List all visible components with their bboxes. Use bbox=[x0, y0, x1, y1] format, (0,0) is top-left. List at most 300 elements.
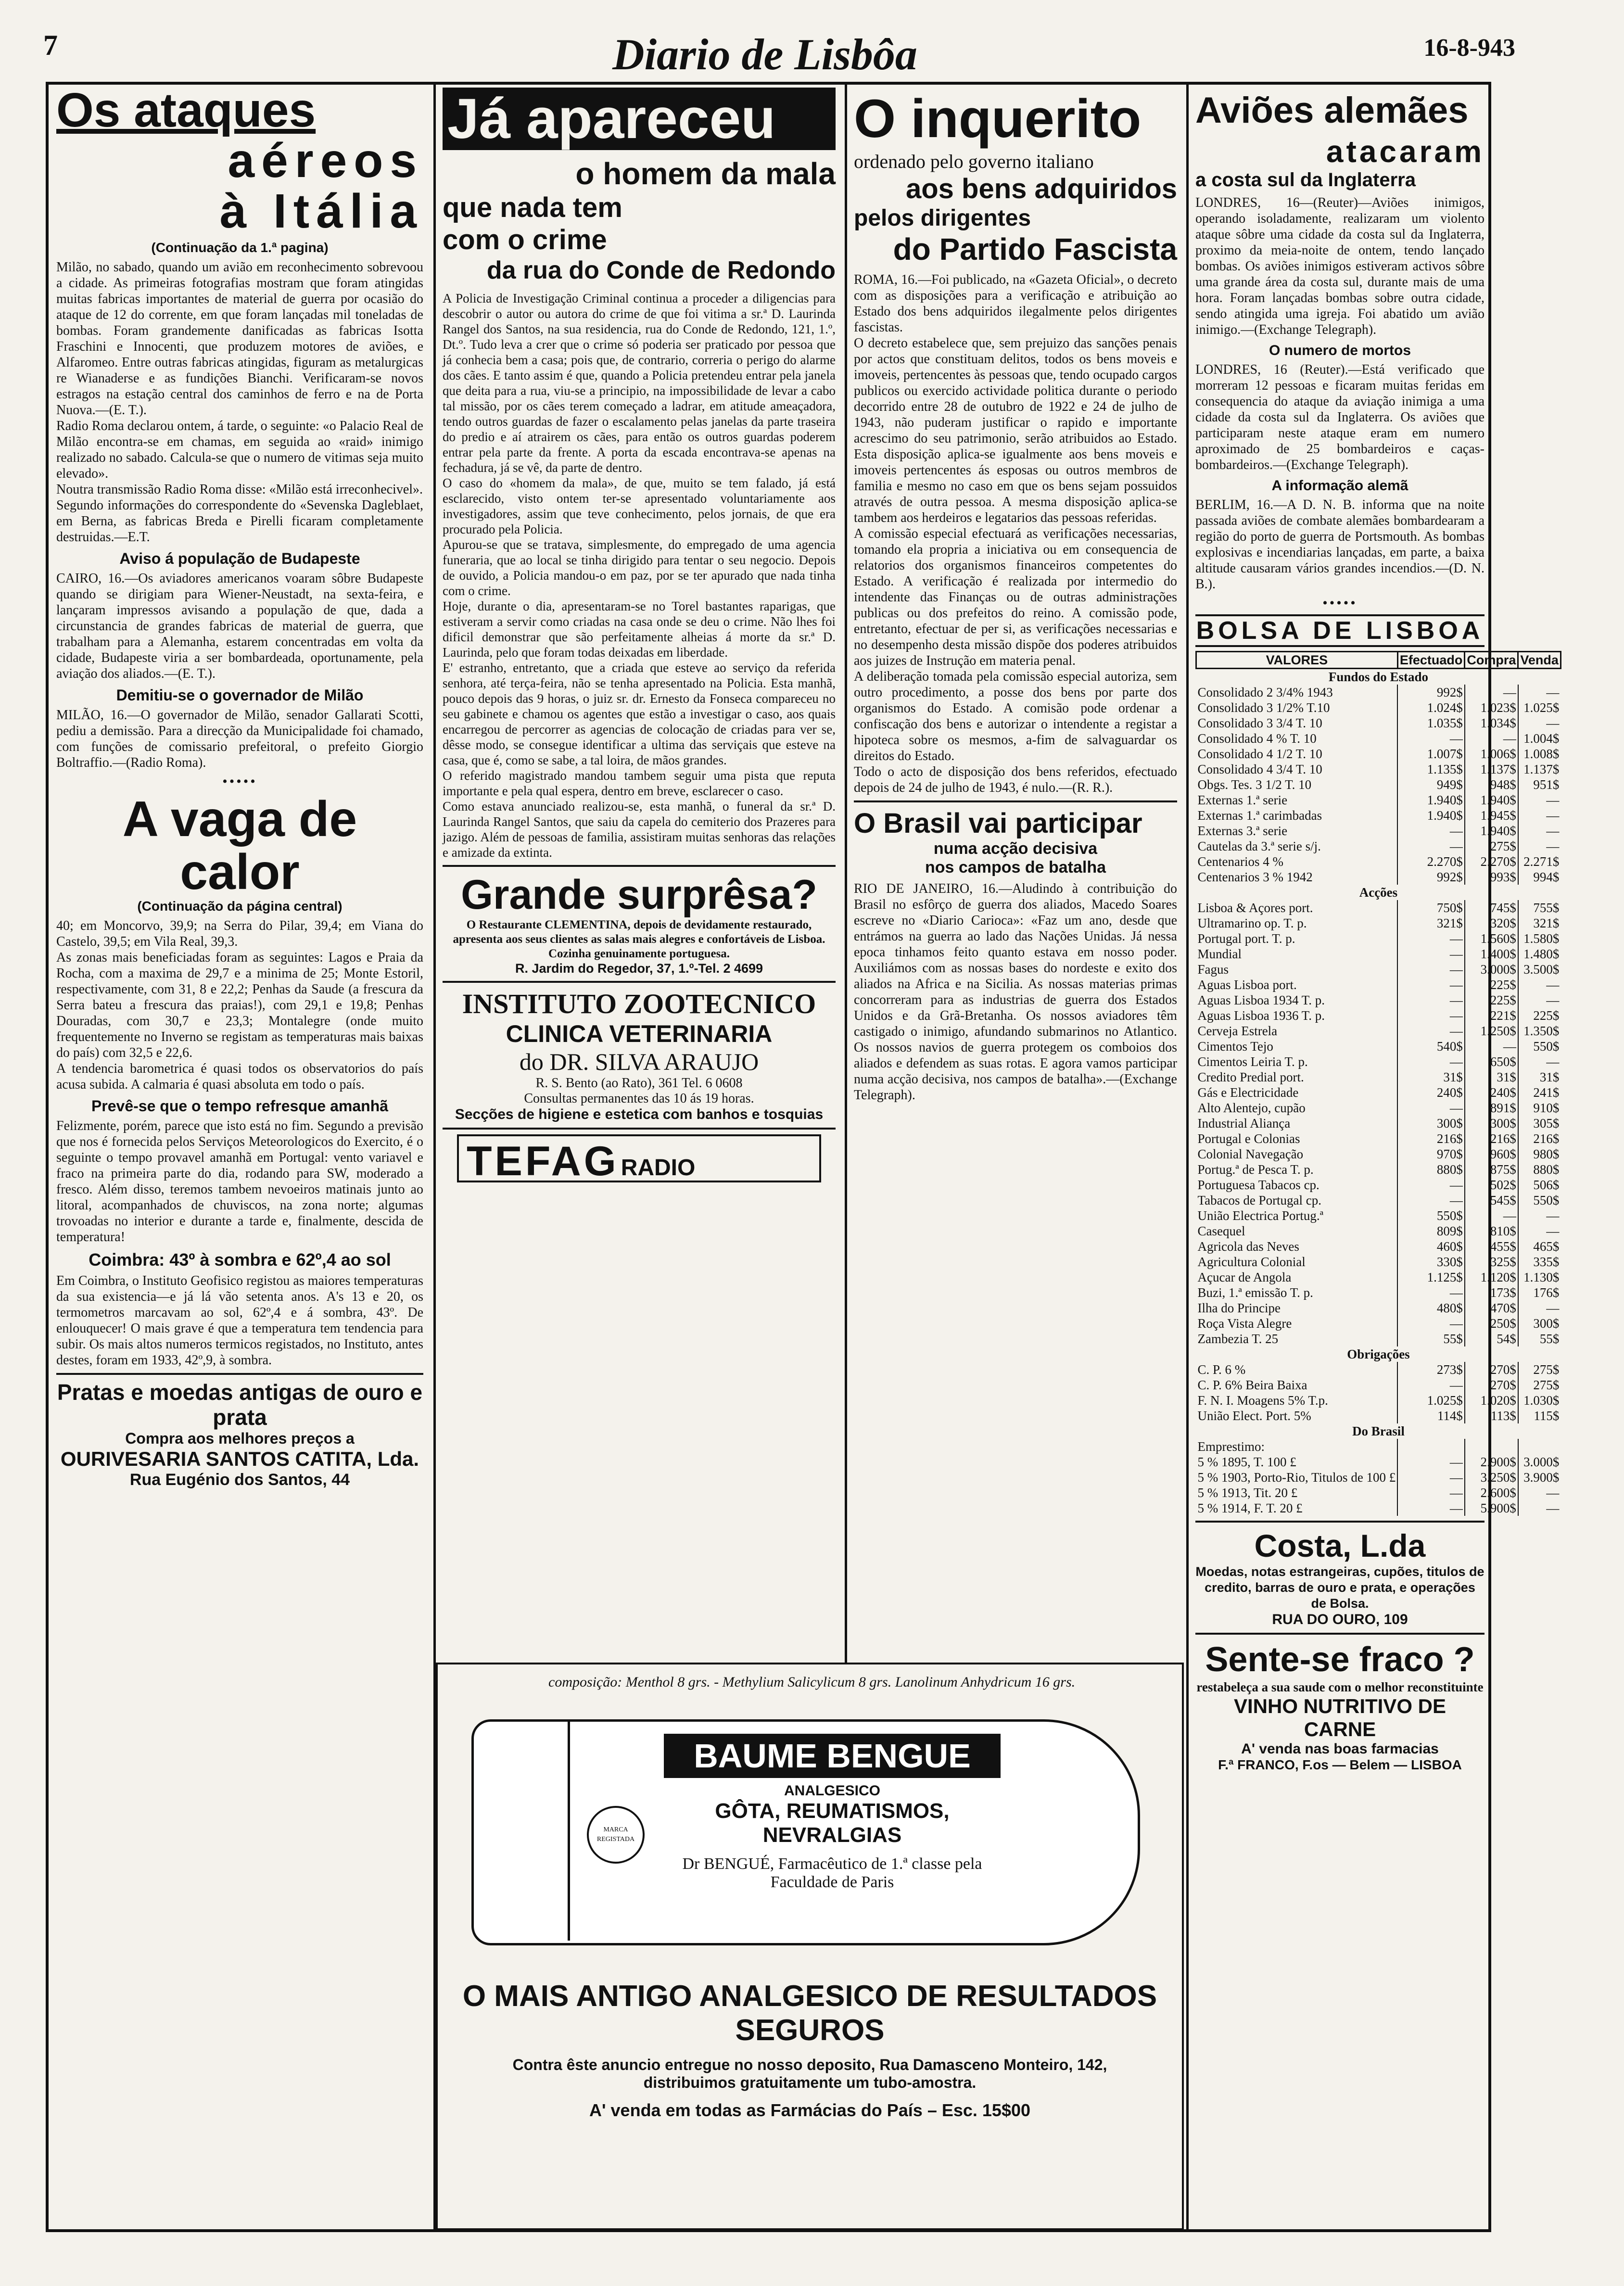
bolsa-price: — bbox=[1397, 946, 1465, 962]
divider bbox=[1195, 1521, 1484, 1523]
bolsa-price: — bbox=[1397, 1316, 1465, 1331]
bolsa-price: 1.940$ bbox=[1397, 792, 1465, 808]
bolsa-security-name: Lisboa & Açores port. bbox=[1197, 901, 1313, 915]
bolsa-price: 3.250$ bbox=[1465, 1470, 1518, 1485]
ad-bengue-tube bbox=[452, 1700, 1167, 1969]
ad-costa-text: Moedas, notas estrangeiras, cupões, titulos de credito, barras de ouro e prata, e operações de Bolsa. bbox=[1195, 1564, 1484, 1611]
bolsa-price: — bbox=[1465, 1208, 1518, 1223]
bolsa-row bbox=[1196, 1377, 1561, 1393]
bolsa-price: 300$ bbox=[1397, 1116, 1465, 1131]
ad-bengue-line2: GÔTA, REUMATISMOS, bbox=[715, 1799, 950, 1823]
bolsa-price: 273$ bbox=[1397, 1362, 1465, 1377]
bolsa-price: 2.900$ bbox=[1465, 1454, 1518, 1470]
bolsa-price: 993$ bbox=[1465, 869, 1518, 885]
article-paragraph: ROMA, 16.—Foi publicado, na «Gazeta Oficial», o decreto com as disposições para a verificação e atribuição ao Estado dos bens adquiridos ilegalmente pelos dirigentes fascistas. bbox=[854, 272, 1177, 335]
column-avioes bbox=[1186, 85, 1560, 2229]
bolsa-row bbox=[1196, 808, 1561, 823]
bolsa-row bbox=[1196, 1039, 1561, 1054]
bolsa-group-label: Do Brasil bbox=[1352, 1424, 1405, 1438]
bolsa-price: 1.400$ bbox=[1465, 946, 1518, 962]
bolsa-price: 250$ bbox=[1465, 1316, 1518, 1331]
bolsa-security-name: Cautelas da 3.ª serie s/j. bbox=[1197, 839, 1321, 853]
bolsa-row bbox=[1196, 869, 1561, 885]
ad-bengue-headline: O MAIS ANTIGO ANALGESICO DE RESULTADOS SEGUROS bbox=[462, 1980, 1157, 2047]
bolsa-price: 1.020$ bbox=[1465, 1393, 1518, 1408]
bolsa-group-label: Fundos do Estado bbox=[1328, 670, 1428, 684]
divider bbox=[854, 800, 1177, 802]
ad-zootecnico-hours: Consultas permanentes das 10 ás 19 horas. bbox=[524, 1091, 754, 1106]
registered-mark-icon bbox=[587, 1806, 645, 1864]
bolsa-row bbox=[1196, 823, 1561, 838]
bolsa-security-name: Mundial bbox=[1197, 947, 1242, 961]
bolsa-price: — bbox=[1397, 838, 1465, 854]
tube-cap-icon bbox=[471, 1719, 570, 1941]
bolsa-price: 321$ bbox=[1397, 915, 1465, 931]
bolsa-price: 502$ bbox=[1465, 1177, 1518, 1193]
bolsa-price: 470$ bbox=[1465, 1300, 1518, 1316]
ad-fraco-sale: A' venda nas boas farmacias bbox=[1241, 1741, 1439, 1757]
bolsa-security-name: Casequel bbox=[1197, 1224, 1245, 1238]
bolsa-price: 960$ bbox=[1465, 1146, 1518, 1162]
bolsa-price: — bbox=[1397, 1485, 1465, 1500]
bolsa-row bbox=[1196, 1393, 1561, 1408]
bolsa-security-name: Agricola das Neves bbox=[1197, 1239, 1299, 1254]
bolsa-price: — bbox=[1397, 962, 1465, 977]
bolsa-price: 330$ bbox=[1397, 1254, 1465, 1270]
article-paragraph: O decreto estabelece que, sem prejuizo das sanções penais por actos que constituam delitos, todos os bens moveis e imoveis, pertencentes às pessoas que, tendo ocupado cargos publicos ou exercido actividade politica durante o periodo decorrido entre 28 de outubro de 1922 e 24 de julho de 1943, não puderam justificar o rapido e importante acrescimo do seu patrimonio, serão atribuidos ao Estado. Esta disposição aplica-se igualmente aos bens moveis e imoveis pertencentes ás esposas ou outros membros de familia e mesmo no caso em que os bens sejam possuidos através de outra pessoa. A mesma disposição aplica-se tambem aos herdeiros e legatarios das pessoas referidas. bbox=[854, 336, 1177, 525]
bolsa-price: 325$ bbox=[1465, 1254, 1518, 1270]
bolsa-security-name: Aguas Lisboa 1934 T. p. bbox=[1197, 993, 1325, 1007]
bolsa-header-venda: Venda bbox=[1518, 652, 1561, 669]
bolsa-price: — bbox=[1518, 792, 1561, 808]
bolsa-price: 650$ bbox=[1465, 1054, 1518, 1069]
bolsa-price: 810$ bbox=[1465, 1223, 1518, 1239]
bolsa-price: 173$ bbox=[1465, 1285, 1518, 1300]
divider bbox=[56, 1373, 423, 1375]
bolsa-price: 216$ bbox=[1465, 1131, 1518, 1146]
article-paragraph: Felizmente, porém, parece que isto está no fim. Segundo a previsão que nos é fornecida pelos Serviços Meteorologicos do Exercito, é o seguinte o tempo provavel amanhã em Portugal: vento variavel e fraco na primeira parte do dia, rodando para SW, moderado a fresco. Além disso, teremos tambem nevoeiros matinais junto ao litoral, acompanhados de chuviscos, na zona norte; algumas trovoadas no interior e durante a tarde e, finalmente, descida de temperatura! bbox=[56, 1118, 423, 1245]
bolsa-row bbox=[1196, 992, 1561, 1008]
bolsa-price: 1.024$ bbox=[1397, 700, 1465, 715]
bolsa-row bbox=[1196, 1162, 1561, 1177]
bolsa-price: — bbox=[1397, 992, 1465, 1008]
divider: ••••• bbox=[222, 774, 257, 789]
headline-dirigentes: pelos dirigentes bbox=[854, 205, 1031, 231]
ad-bengue-maker: Dr BENGUÉ, Farmacêutico de 1.ª classe pela Faculdade de Paris bbox=[682, 1855, 982, 1891]
bolsa-row bbox=[1196, 1069, 1561, 1085]
bolsa-security-name: Gás e Electricidade bbox=[1197, 1085, 1299, 1100]
bolsa-price: 1.137$ bbox=[1465, 762, 1518, 777]
bolsa-price: 1.350$ bbox=[1518, 1023, 1561, 1039]
bolsa-price: 550$ bbox=[1518, 1039, 1561, 1054]
bolsa-price: — bbox=[1518, 1300, 1561, 1316]
bolsa-row bbox=[1196, 792, 1561, 808]
bolsa-security-name: C. P. 6 % bbox=[1197, 1362, 1246, 1377]
subheading: Prevê-se que o tempo refresque amanhã bbox=[91, 1097, 389, 1115]
ad-ourivesaria-text: Compra aos melhores preços a bbox=[125, 1430, 355, 1447]
bolsa-price: 880$ bbox=[1518, 1162, 1561, 1177]
bolsa-row bbox=[1196, 1223, 1561, 1239]
bolsa-price: 113$ bbox=[1465, 1408, 1518, 1423]
bolsa-group-label: Obrigações bbox=[1347, 1347, 1410, 1361]
bolsa-price: — bbox=[1518, 1485, 1561, 1500]
bolsa-security-name: Buzi, 1.ª emissão T. p. bbox=[1197, 1285, 1313, 1300]
bolsa-price: 550$ bbox=[1518, 1193, 1561, 1208]
bolsa-group-label: Acções bbox=[1359, 885, 1398, 900]
bolsa-price: 1.137$ bbox=[1518, 762, 1561, 777]
bolsa-security-name: União Electrica Portug.ª bbox=[1197, 1208, 1324, 1223]
bolsa-price: 320$ bbox=[1465, 915, 1518, 931]
bolsa-price: 1.560$ bbox=[1465, 931, 1518, 946]
ad-zootecnico-doctor: do DR. SILVA ARAUJO bbox=[519, 1048, 759, 1075]
bolsa-price: — bbox=[1397, 731, 1465, 746]
bolsa-price: 225$ bbox=[1465, 977, 1518, 992]
subheading: Aviso á população de Budapeste bbox=[119, 550, 360, 567]
ad-bengue-sale: A' venda em todas as Farmácias do País – Esc. 15$00 bbox=[589, 2100, 1031, 2120]
bolsa-security-name: Consolidado 3 3/4 T. 10 bbox=[1197, 716, 1322, 730]
bolsa-price: 1.480$ bbox=[1518, 946, 1561, 962]
continuation-note: (Continuação da página central) bbox=[137, 899, 343, 914]
bolsa-security-name: Portug.ª de Pesca T. p. bbox=[1197, 1162, 1314, 1177]
bolsa-price: 994$ bbox=[1518, 869, 1561, 885]
bolsa-security-name: 5 % 1913, Tit. 20 £ bbox=[1197, 1486, 1298, 1500]
article-paragraph: E' estranho, entretanto, que a criada que esteve ao serviço da referida senhora, até terça-feira, não se tenha apresentado na Policia. Esta manhã, pouco depois das 9 horas, o juiz sr. dr. Ernesto da Fonseca compareceu no seu gabinete e chamou os agentes que estão a investigar o caso, aos quais encarregou de percorrer as agencias de colocação de criadas para ver se, dêsse modo, se consegue identificar a ultima das serviçais que esteve na casa, que é, como se sabe, a tal loira, de mãos grandes. bbox=[443, 660, 836, 767]
bolsa-price: 2.271$ bbox=[1518, 854, 1561, 869]
bolsa-row bbox=[1196, 1085, 1561, 1100]
bolsa-price: — bbox=[1397, 1285, 1465, 1300]
bolsa-row bbox=[1196, 746, 1561, 762]
bolsa-price: — bbox=[1518, 808, 1561, 823]
bolsa-security-name: Portugal e Colonias bbox=[1197, 1131, 1300, 1146]
subheading: numa acção decisiva bbox=[933, 839, 1098, 858]
bolsa-price: — bbox=[1397, 1177, 1465, 1193]
bolsa-security-name: C. P. 6% Beira Baixa bbox=[1197, 1378, 1307, 1392]
bolsa-price: 1.940$ bbox=[1397, 808, 1465, 823]
bolsa-price: 2.270$ bbox=[1397, 854, 1465, 869]
bolsa-row bbox=[1196, 1208, 1561, 1223]
bolsa-price: 1.034$ bbox=[1465, 715, 1518, 731]
bolsa-price: 275$ bbox=[1465, 838, 1518, 854]
article-paragraph: A deliberação tomada pela comissão especial autoriza, sem outro procedimento, a posse dos bens por parte dos organismos do Estado. A comisão pode ordenar a confiscação dos bens e autorizar o intendente a registar a hipoteca sobre os mesmos, a-fim de salvaguardar os direitos do Estado. bbox=[854, 669, 1177, 763]
bolsa-row bbox=[1196, 962, 1561, 977]
article-paragraph: Hoje, durante o dia, apresentaram-se no Torel bastantes raparigas, que estiveram a servir como criadas na casa onde se deu o crime. Não lhes foi dificil demonstrar que são perfeitamente alheias á morte da sr.ª D. Laurinda, pelo que foram todas deixadas em liberdade. bbox=[443, 599, 836, 660]
bolsa-price: 1.945$ bbox=[1465, 808, 1518, 823]
bolsa-price: 949$ bbox=[1397, 777, 1465, 792]
bolsa-price: 31$ bbox=[1397, 1069, 1465, 1085]
article-paragraph: O caso do «homem da mala», de que, muito se tem falado, já está esclarecido, visto ontem ter-se apresentado voluntariamente aos investigadores, assim que teve conhecimento, pelos jornais, de que era procurado pela Policia. bbox=[443, 476, 836, 536]
bolsa-row bbox=[1196, 1300, 1561, 1316]
bolsa-price: — bbox=[1465, 685, 1518, 700]
ad-costa-title: Costa, L.da bbox=[1254, 1528, 1426, 1563]
bolsa-security-name: Emprestimo: bbox=[1197, 1439, 1265, 1454]
ad-bengue-formula: composição: Menthol 8 grs. - Methylium Salicylicum 8 grs. Lanolinum Anhydricum 16 grs. bbox=[548, 1674, 1076, 1690]
bolsa-group-row bbox=[1196, 1423, 1561, 1439]
bolsa-price: 114$ bbox=[1397, 1408, 1465, 1423]
bolsa-row bbox=[1196, 900, 1561, 915]
divider: ••••• bbox=[1322, 595, 1358, 611]
article-paragraph: A tendencia barometrica é quasi todos os observatorios do país acusa subida. A calmaria é quasi absoluta em todo o país. bbox=[56, 1061, 423, 1092]
ad-zootecnico-services: Secções de higiene e estetica com banhos e tosquias bbox=[455, 1106, 824, 1122]
ad-fraco-title: Sente-se fraco ? bbox=[1205, 1640, 1475, 1679]
bolsa-price: — bbox=[1518, 1208, 1561, 1223]
bolsa-price: 55$ bbox=[1397, 1331, 1465, 1346]
bolsa-price: 1.030$ bbox=[1518, 1393, 1561, 1408]
bolsa-row bbox=[1196, 854, 1561, 869]
bolsa-row bbox=[1196, 1500, 1561, 1516]
headline-vaga-calor: A vaga de calor bbox=[122, 791, 357, 900]
bolsa-price: 176$ bbox=[1518, 1285, 1561, 1300]
bolsa-price: 221$ bbox=[1465, 1008, 1518, 1023]
article-paragraph: Milão, no sabado, quando um avião em reconhecimento sobrevoou a cidade. As primeiras fotografias mostram que foram atingidas muitas fabricas importantes de material de guerra por ocasião do ataque de 12 do corrente, em que foram lançadas mil toneladas de bombas. Foram grandemente danificadas as fabricas Isotta Fraschini e Innocenti, que produzem motores de aviões, e Alfaromeo. Entre outras fabricas atingidas, figuram as metalurgicas re Wianaderse e as fundições Bianchi. Verificaram-se novos estragos na estação central dos caminhos de ferro e na de Porta Nuova.—(E. T.). bbox=[56, 260, 423, 418]
bolsa-price: 305$ bbox=[1518, 1116, 1561, 1131]
page-number: 7 bbox=[43, 29, 58, 61]
bolsa-price: 460$ bbox=[1397, 1239, 1465, 1254]
bolsa-security-name: Fagus bbox=[1197, 962, 1229, 977]
ad-clementina-address: R. Jardim do Regedor, 37, 1.º-Tel. 2 4699 bbox=[515, 961, 763, 976]
bolsa-price bbox=[1465, 1439, 1518, 1454]
bolsa-row bbox=[1196, 715, 1561, 731]
bolsa-security-name: Externas 3.ª serie bbox=[1197, 824, 1288, 838]
bolsa-price: — bbox=[1518, 715, 1561, 731]
bolsa-security-name: Centenarios 3 % 1942 bbox=[1197, 870, 1313, 884]
bolsa-row bbox=[1196, 915, 1561, 931]
bolsa-price: 970$ bbox=[1397, 1146, 1465, 1162]
bolsa-price: 1.023$ bbox=[1465, 700, 1518, 715]
bolsa-price: 465$ bbox=[1518, 1239, 1561, 1254]
bolsa-price: 2.270$ bbox=[1465, 854, 1518, 869]
ad-ourivesaria-address: Rua Eugénio dos Santos, 44 bbox=[129, 1471, 350, 1489]
bolsa-row bbox=[1196, 931, 1561, 946]
article-paragraph: Em Coimbra, o Instituto Geofisico registou as maiores temperaturas da sua existencia—e já lá vão setenta anos. A's 13 e 20, os termometros marcavam ao sol, 62º,4 e á sombra, 43º. De enlouquecer! O mais grave é que a temperatura tem tendencia para subir. Os mais altos numeros termicos registados, no Instituto, antes destes, foram em 1933, 42º,9, à sombra. bbox=[56, 1273, 423, 1368]
bolsa-price: 1.008$ bbox=[1518, 746, 1561, 762]
bolsa-price: 300$ bbox=[1518, 1316, 1561, 1331]
bolsa-price: 1.125$ bbox=[1397, 1270, 1465, 1285]
bolsa-price: 321$ bbox=[1518, 915, 1561, 931]
bolsa-security-name: Portuguesa Tabacos cp. bbox=[1197, 1178, 1320, 1192]
ad-clementina-title: Grande surprêsa? bbox=[461, 872, 817, 918]
bolsa-price: 875$ bbox=[1465, 1162, 1518, 1177]
bolsa-price: 745$ bbox=[1465, 900, 1518, 915]
article-paragraph: MILÃO, 16.—O governador de Milão, senador Gallarati Scotti, pediu a demissão. Para a direcção da Municipalidade foi chamado, com funções de comissario prefeitoral, o prefeito Giorgio Boltraffio.—(Radio Roma). bbox=[56, 708, 423, 770]
divider bbox=[443, 865, 836, 867]
bolsa-price: 1.940$ bbox=[1465, 792, 1518, 808]
bolsa-security-name: 5 % 1895, T. 100 £ bbox=[1197, 1455, 1296, 1469]
bolsa-security-name: Zambezia T. 25 bbox=[1197, 1332, 1279, 1346]
ad-ourivesaria-name: OURIVESARIA SANTOS CATITA, Lda. bbox=[60, 1448, 419, 1470]
divider bbox=[443, 1128, 836, 1130]
ad-tefag-brand: TEFAG bbox=[467, 1138, 619, 1184]
headline-ataques: Os ataques bbox=[56, 83, 316, 137]
ad-bengue-tag: MARCA REGISTADA bbox=[596, 1826, 635, 1843]
headline-ja-apareceu: Já apareceu bbox=[443, 88, 836, 150]
bolsa-price: 1.004$ bbox=[1518, 731, 1561, 746]
bolsa-price: 948$ bbox=[1465, 777, 1518, 792]
headline-inquerito: O inquerito bbox=[854, 89, 1142, 149]
bolsa-price: 3.000$ bbox=[1518, 1454, 1561, 1470]
bolsa-price: 455$ bbox=[1465, 1239, 1518, 1254]
bolsa-security-name: Consolidado 3 1/2% T.10 bbox=[1197, 700, 1330, 715]
bolsa-price: 1.580$ bbox=[1518, 931, 1561, 946]
bolsa-price: 31$ bbox=[1518, 1069, 1561, 1085]
bolsa-security-name: Alto Alentejo, cupão bbox=[1197, 1101, 1306, 1115]
bolsa-row bbox=[1196, 777, 1561, 792]
bolsa-price: 1.250$ bbox=[1465, 1023, 1518, 1039]
bolsa-price: 1.007$ bbox=[1397, 746, 1465, 762]
bolsa-security-name: Tabacos de Portugal cp. bbox=[1197, 1193, 1322, 1207]
article-paragraph: As zonas mais beneficiadas foram as seguintes: Lagos e Praia da Rocha, com a maxima de 29,7 e a minima de 25; Monte Estoril, respectivamente, com 31, 8 e 22,2; Penhas da Saude (a frescura da Serra bateu a frescura das praias!), com 29,1 e 19,8; Penhas Douradas, com 30,7 e 23,3; Montalegre (onde muito frequentemente no Inverno se registam as temperaturas mais baixas do país) com 32,5 e 22,6. bbox=[56, 950, 423, 1060]
bolsa-price: 750$ bbox=[1397, 900, 1465, 915]
bolsa-price: — bbox=[1397, 1500, 1465, 1516]
bolsa-price: 225$ bbox=[1465, 992, 1518, 1008]
headline-homem-mala: o homem da mala bbox=[575, 156, 836, 191]
bolsa-price: 480$ bbox=[1397, 1300, 1465, 1316]
bolsa-price: — bbox=[1397, 931, 1465, 946]
bolsa-price: — bbox=[1397, 1054, 1465, 1069]
bolsa-price: 1.135$ bbox=[1397, 762, 1465, 777]
bolsa-title: BOLSA DE LISBOA bbox=[1195, 614, 1484, 647]
bolsa-row bbox=[1196, 1270, 1561, 1285]
bolsa-price: 1.130$ bbox=[1518, 1270, 1561, 1285]
article-paragraph: Como estava anunciado realizou-se, esta manhã, o funeral da sr.ª D. Laurinda Rangel Santos, que saiu da capela do cemiterio dos Prazeres para jazigo. Além de pessoas de familia, assistiram muitas senhoras das relações e amizade da extinta. bbox=[443, 799, 836, 860]
bolsa-group-row bbox=[1196, 885, 1561, 900]
ad-tefag-radio: RADIO bbox=[621, 1155, 696, 1181]
article-paragraph: A Policia de Investigação Criminal continua a proceder a diligencias para descobrir o autor ou autora do crime de que foi vitima a sr.ª D. Laurinda Rangel dos Santos, na sua residencia, rua do Conde de Redondo, 121, 1.º, Dt.º. Tudo leva a crer que o crime só poderia ser praticado por pessoa que já conhecia bem a casa; pois que, de contrario, correria o perigo do alarme dos cães. E tanto assim é que, quando a Policia pretendeu entrar pela janela que deita para a rua, viu-se a principio, na impossibilidade de levar a cabo tal missão, por os cães terem começado a ladrar, em atitude ameaçadora, tendo outros guardas de fazer o escalamento pelas janelas da parte traseira do predio e aí atrairem os cães, para então os outros guardas poderem entrar pela parte da frente. A porta da escada encontrava-se apenas na fechadura, já se vê, da parte de dentro. bbox=[443, 291, 836, 475]
bolsa-price bbox=[1518, 1439, 1561, 1454]
bolsa-row bbox=[1196, 838, 1561, 854]
headline-com-crime: com o crime bbox=[443, 224, 607, 255]
masthead: Diario de Lisbôa bbox=[612, 30, 917, 79]
bolsa-table bbox=[1195, 651, 1561, 1516]
article-paragraph: 40; em Moncorvo, 39,9; na Serra do Pilar, 39,4; em Viana do Castelo, 39,5; em Vila Real, 39,3. bbox=[56, 918, 423, 949]
bolsa-price: 2.600$ bbox=[1465, 1485, 1518, 1500]
divider bbox=[1195, 1633, 1484, 1635]
bolsa-price: 31$ bbox=[1465, 1069, 1518, 1085]
bolsa-row bbox=[1196, 946, 1561, 962]
continuation-note: (Continuação da 1.ª pagina) bbox=[151, 240, 329, 255]
bolsa-price: — bbox=[1518, 838, 1561, 854]
bolsa-price: 55$ bbox=[1518, 1331, 1561, 1346]
subheading: A informação alemã bbox=[1271, 478, 1408, 494]
bolsa-security-name: Cimentos Tejo bbox=[1197, 1039, 1273, 1054]
headline-avioes: Aviões alemães bbox=[1195, 90, 1469, 131]
bolsa-price: — bbox=[1518, 992, 1561, 1008]
bolsa-security-name: Aguas Lisboa 1936 T. p. bbox=[1197, 1008, 1325, 1023]
bolsa-price: 880$ bbox=[1397, 1162, 1465, 1177]
bolsa-row bbox=[1196, 1362, 1561, 1377]
bolsa-price: — bbox=[1397, 1454, 1465, 1470]
bolsa-row bbox=[1196, 762, 1561, 777]
bolsa-price: 300$ bbox=[1465, 1116, 1518, 1131]
article-paragraph: RIO DE JANEIRO, 16.—Aludindo à contribuição do Brasil no esfôrço de guerra dos aliados, Macedo Soares escreve no «Diario Carioca»: «Faz um ano, desde que entrámos na guerra ao lado das Nações Unidas. Já nessa epoca tinhamos feito quanto estava em nosso poder. Auxiliámos com as nossas bases do nordeste e exito dos aliados na Africa e na Sicilia. As nossas materias primas concorreram para as industrias de guerra dos Estados Unidos e da Grã-Bretanha. Os nossos aviadores têm castigado o inimigo, afundando submarinos no Atlantico. Os nossos navios de guerra protegem os comboios dos aliados e defendem as suas rotas. E agora vamos participar numa acção decisiva, nos campos de batalha».—(Exchange Telegraph). bbox=[854, 881, 1177, 1103]
bolsa-row bbox=[1196, 1331, 1561, 1346]
bolsa-security-name: Consolidado 4 % T. 10 bbox=[1197, 731, 1317, 746]
ad-clementina-text: O Restaurante CLEMENTINA, depois de devidamente restaurado, apresenta aos seus clientes as salas mais alegres e confortáveis de Lisboa. Cozinha genuinamente portuguesa. bbox=[453, 918, 825, 960]
bolsa-row bbox=[1196, 731, 1561, 746]
subheading: O numero de mortos bbox=[1269, 343, 1411, 358]
headline-ordenado: ordenado pelo governo italiano bbox=[854, 151, 1094, 172]
bolsa-security-name: Externas 1.ª serie bbox=[1197, 793, 1288, 807]
bolsa-price: — bbox=[1518, 823, 1561, 838]
ad-baume-bengue bbox=[436, 1663, 1184, 2230]
bolsa-price: 910$ bbox=[1518, 1100, 1561, 1116]
bolsa-price: — bbox=[1465, 1039, 1518, 1054]
bolsa-header-efectuado: Efectuado bbox=[1397, 652, 1465, 669]
bolsa-price: 891$ bbox=[1465, 1100, 1518, 1116]
bolsa-security-name: Externas 1.ª carimbadas bbox=[1197, 808, 1322, 823]
bolsa-price: — bbox=[1397, 1470, 1465, 1485]
bolsa-price: 225$ bbox=[1518, 1008, 1561, 1023]
bolsa-row bbox=[1196, 1239, 1561, 1254]
bolsa-price: 270$ bbox=[1465, 1362, 1518, 1377]
bolsa-price: — bbox=[1518, 1054, 1561, 1069]
article-paragraph: LONDRES, 16—(Reuter)—Aviões inimigos, operando isoladamente, realizaram um violento ataque sôbre uma cidade da costa sul da Inglaterra, proximo da meia-noite de ontem, tendo lançado bombas. Os aviões inimigos estiveram activos sôbre uma grande área da costa sul, durante mais de uma hora. Foram lançadas bombas sobre outra cidade, sendo atingida uma igreja. Foi abatido um avião inimigo.—(Exchange Telegraph). bbox=[1195, 195, 1484, 337]
ad-zootecnico-address: R. S. Bento (ao Rato), 361 Tel. 6 0608 bbox=[535, 1076, 743, 1091]
bolsa-price: 951$ bbox=[1518, 777, 1561, 792]
bolsa-security-name: Cimentos Leiria T. p. bbox=[1197, 1054, 1308, 1069]
ad-bengue-line1: ANALGESICO bbox=[784, 1783, 880, 1799]
article-paragraph: O referido magistrado mandou tambem seguir uma pista que reputa importante e pela qual espera, dentro em breve, esclarecer o caso. bbox=[443, 768, 836, 798]
ad-fraco-maker: F.ª FRANCO, F.os — Belem — LISBOA bbox=[1218, 1757, 1462, 1772]
bolsa-security-name: Ultramarino op. T. p. bbox=[1197, 916, 1307, 930]
issue-date: 16-8-943 bbox=[1423, 34, 1515, 62]
bolsa-security-name: Cerveja Estrela bbox=[1197, 1024, 1278, 1038]
bolsa-row bbox=[1196, 1054, 1561, 1069]
bolsa-price: 506$ bbox=[1518, 1177, 1561, 1193]
bolsa-price: 270$ bbox=[1465, 1377, 1518, 1393]
bolsa-security-name: 5 % 1914, F. T. 20 £ bbox=[1197, 1501, 1303, 1515]
headline-brasil: O Brasil vai participar bbox=[854, 808, 1142, 839]
bolsa-security-name: Roça Vista Alegre bbox=[1197, 1316, 1292, 1331]
bolsa-row bbox=[1196, 1100, 1561, 1116]
bolsa-price: 550$ bbox=[1397, 1208, 1465, 1223]
bolsa-security-name: Consolidado 4 3/4 T. 10 bbox=[1197, 762, 1322, 776]
bolsa-price: 335$ bbox=[1518, 1254, 1561, 1270]
bolsa-row bbox=[1196, 1470, 1561, 1485]
bolsa-security-name: 5 % 1903, Porto-Rio, Titulos de 100 £ bbox=[1197, 1470, 1396, 1485]
bolsa-price: 1.025$ bbox=[1397, 1393, 1465, 1408]
bolsa-price: — bbox=[1397, 823, 1465, 838]
ad-bengue-body: Contra êste anuncio entregue no nosso deposito, Rua Damasceno Monteiro, 142, distribuimos gratuitamente um tubo-amostra. bbox=[512, 2056, 1107, 2091]
bolsa-price: 545$ bbox=[1465, 1193, 1518, 1208]
bolsa-security-name: Obgs. Tes. 3 1/2 T. 10 bbox=[1197, 777, 1312, 792]
bolsa-price: 3.900$ bbox=[1518, 1470, 1561, 1485]
article-paragraph: LONDRES, 16 (Reuter).—Está verificado que morreram 12 pessoas e ficaram muitas feridas em consequencia do ataque da aviação inimiga a uma cidade da costa sul da Inglaterra. Os aviões que participaram neste ataque eram em numero aproximado de 25 bombardeiros e caças-bombardeiros.—(Exchange Telegraph). bbox=[1195, 362, 1484, 472]
bolsa-price: 992$ bbox=[1397, 685, 1465, 700]
bolsa-price: 275$ bbox=[1518, 1362, 1561, 1377]
bolsa-price: 216$ bbox=[1397, 1131, 1465, 1146]
bolsa-group-row bbox=[1196, 669, 1561, 685]
headline-aereos: aéreos bbox=[228, 134, 423, 188]
bolsa-price: — bbox=[1518, 685, 1561, 700]
headline-bens: aos bens adquiridos bbox=[906, 173, 1177, 204]
bolsa-row bbox=[1196, 1316, 1561, 1331]
bolsa-price: — bbox=[1397, 1377, 1465, 1393]
bolsa-price: 216$ bbox=[1518, 1131, 1561, 1146]
bolsa-price: 755$ bbox=[1518, 900, 1561, 915]
headline-partido: do Partido Fascista bbox=[893, 232, 1177, 267]
article-paragraph: BERLIM, 16.—A D. N. B. informa que na noite passada aviões de combate alemães bombardearam a região do porto de guerra de Portsmouth. As bombas explosivas e incendiarias lançadas, em parte, a baixa altitude causaram vários grandes incendios.—(D. N. B.). bbox=[1195, 497, 1484, 592]
bolsa-price: 3.000$ bbox=[1465, 962, 1518, 977]
bolsa-price: 115$ bbox=[1518, 1408, 1561, 1423]
ad-bengue-brand: BAUME BENGUE bbox=[664, 1734, 1001, 1778]
bolsa-row bbox=[1196, 685, 1561, 700]
bolsa-price: — bbox=[1397, 977, 1465, 992]
bolsa-row bbox=[1196, 1008, 1561, 1023]
article-paragraph: A comissão especial efectuará as verificações necessarias, tomando ela propria a iniciativa ou em consequencia de relatorios dos organismos financeiros competentes do Estado. A verificação é realizada por intermedio do intendente das Finanças ou de outras administrações publicas ou dos prefeitos do reino. A comissão pode, entretanto, efectuar de per si, as verificações necessarias e no desempenho desta missão dispõe dos poderes atribuidos aos juizes de Instrução em materia penal. bbox=[854, 526, 1177, 668]
bolsa-security-name: Açucar de Angola bbox=[1197, 1270, 1292, 1284]
ad-costa-address: RUA DO OURO, 109 bbox=[1272, 1612, 1408, 1627]
bolsa-price: 241$ bbox=[1518, 1085, 1561, 1100]
